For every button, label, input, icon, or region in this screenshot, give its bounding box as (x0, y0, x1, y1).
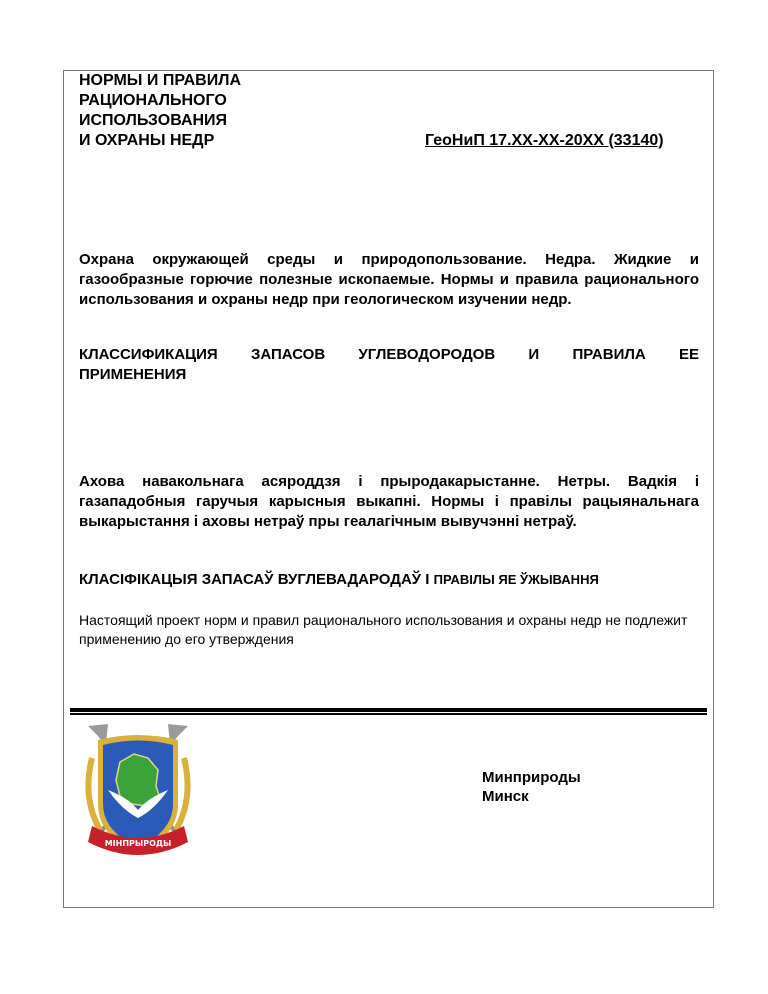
draft-notice: Настоящий проект норм и правил рационального использования и охраны недр не подлежит применению до его утверждения (79, 612, 688, 647)
title-by-main: КЛАСІФІКАЦЫЯ ЗАПАСАЎ ВУГЛЕВАДАРОДАЎ І (79, 571, 430, 588)
series-title-line: НОРМЫ И ПРАВИЛА (79, 72, 241, 89)
title-word: УГЛЕВОДОРОДОВ (358, 346, 496, 363)
title-line2: ПРИМЕНЕНИЯ (79, 366, 187, 383)
classification-title-by (79, 571, 599, 588)
series-title-line: ИСПОЛЬЗОВАНИЯ (79, 112, 228, 129)
series-title (79, 71, 241, 151)
title-word: ПРАВИЛА (572, 346, 646, 363)
title-word: ЗАПАСОВ (250, 346, 326, 363)
divider-thick (70, 708, 707, 712)
title-word: КЛАССИФИКАЦИЯ (79, 346, 218, 363)
title-word: ЕЕ (678, 346, 699, 363)
subject-by: Ахова навакольнага асяроддзя і прыродакарыстанне. Нетры. Вадкія і газападобныя гаручыя карысныя выкапні. Нормы і правілы рацыянальнага выкарыстання і аховы нетраў пры геалагічным вывучэнні нетраў. (79, 473, 699, 530)
document-code: ГеоНиП 17.ХХ-ХХ-20ХХ (33140) (425, 132, 664, 149)
title-word: И (528, 346, 540, 363)
series-title-line: РАЦИОНАЛЬНОГО (79, 92, 227, 109)
ministry-name: Минприроды (482, 769, 581, 786)
classification-title-ru (79, 345, 699, 385)
city-name: Минск (482, 788, 529, 805)
series-title-line: И ОХРАНЫ НЕДР (79, 132, 215, 149)
ribbon-text: МІНПРЫРОДЫ (104, 839, 172, 848)
divider-thin (70, 713, 707, 715)
ministry-emblem-icon (78, 718, 198, 868)
title-by-small: ПРАВІЛЫ ЯЕ ЎЖЫВАННЯ (433, 572, 599, 587)
subject-ru: Охрана окружающей среды и природопользование. Недра. Жидкие и газообразные горючие полезные ископаемые. Нормы и правила рационального использования и охраны недр при геологическом изучении недр. (79, 251, 699, 308)
